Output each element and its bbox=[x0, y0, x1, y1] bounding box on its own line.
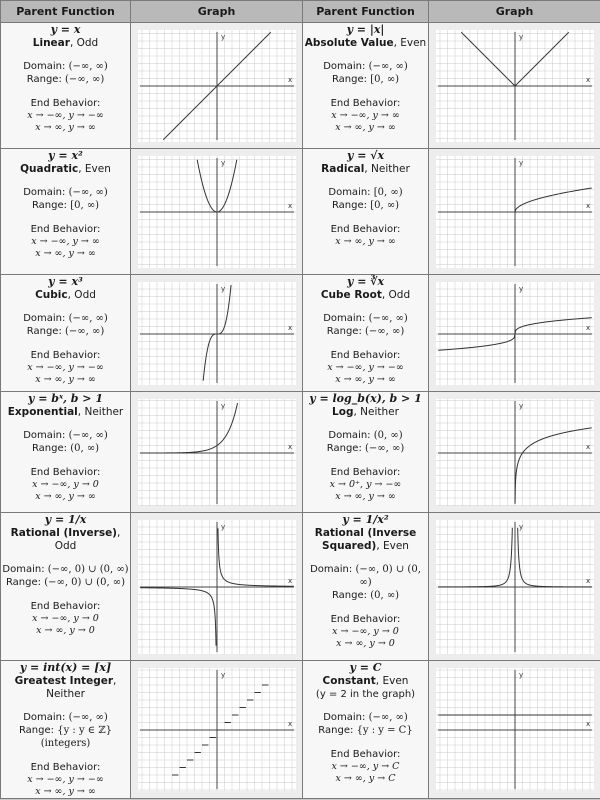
y-axis-label: y bbox=[220, 401, 225, 410]
end-behavior-left: x → −∞, y → 0 bbox=[32, 479, 99, 490]
function-name: Constant bbox=[322, 675, 376, 687]
function-row bbox=[1, 661, 600, 799]
end-behavior-label: End Behavior: bbox=[330, 350, 401, 361]
end-behavior-left: x → 0⁺, y → −∞ bbox=[329, 479, 402, 490]
range-value: (−∞, ∞) bbox=[365, 443, 405, 454]
range-value: (−∞, ∞) bbox=[365, 326, 405, 337]
function-equation: y = |x| bbox=[346, 23, 385, 36]
x-axis-label: x bbox=[585, 201, 590, 210]
graph-cell bbox=[131, 23, 303, 149]
graph-quadratic bbox=[138, 156, 296, 268]
graph-cell bbox=[429, 149, 600, 275]
range-label: Range: bbox=[18, 725, 55, 736]
graph-cell bbox=[131, 513, 303, 661]
end-behavior-label: End Behavior: bbox=[330, 467, 401, 478]
function-name: Log bbox=[332, 406, 354, 418]
domain-label: Domain: bbox=[23, 61, 66, 72]
end-behavior-left: x → −∞, y → −∞ bbox=[27, 362, 104, 373]
function-equation: y = x bbox=[50, 23, 81, 36]
function-info-cell bbox=[1, 661, 131, 799]
end-behavior-right: x → ∞, y → 0 bbox=[36, 625, 95, 636]
x-axis-label: x bbox=[585, 576, 590, 585]
graph-cell bbox=[131, 392, 303, 513]
range-label: Range: bbox=[331, 74, 368, 85]
function-equation: y = x³ bbox=[48, 275, 83, 288]
header-parent-function-2: Parent Function bbox=[303, 1, 429, 23]
graph-constant bbox=[436, 668, 594, 791]
graph-greatest bbox=[138, 668, 296, 791]
y-axis-label: y bbox=[518, 401, 523, 410]
header-parent-function-1: Parent Function bbox=[1, 1, 131, 23]
x-axis-label: x bbox=[287, 442, 292, 451]
end-behavior-label: End Behavior: bbox=[330, 749, 401, 760]
range-value: [0, ∞) bbox=[70, 200, 100, 211]
x-axis-label: x bbox=[287, 323, 292, 332]
x-axis-label: x bbox=[585, 323, 590, 332]
function-info-cell bbox=[1, 149, 131, 275]
function-note: (y = 2 in the graph) bbox=[315, 689, 416, 700]
function-equation: y = log_b(x), b > 1 bbox=[309, 392, 422, 405]
domain-value: (−∞, 0) ∪ (0, ∞) bbox=[47, 564, 129, 575]
range-label: Range: bbox=[331, 590, 368, 601]
function-parity: , Neither bbox=[46, 675, 117, 700]
end-behavior-right: x → ∞, y → ∞ bbox=[35, 786, 96, 797]
range-value: (−∞, 0) ∪ (0, ∞) bbox=[44, 577, 126, 588]
function-name: Greatest Integer bbox=[14, 675, 114, 687]
domain-value: (−∞, 0) ∪ (0, ∞) bbox=[355, 564, 421, 588]
range-value: (0, ∞) bbox=[370, 590, 400, 601]
function-equation: y = 1/x² bbox=[342, 513, 389, 526]
function-equation: y = x² bbox=[48, 149, 83, 162]
y-axis-label: y bbox=[220, 522, 225, 531]
end-behavior-label: End Behavior: bbox=[30, 350, 101, 361]
function-info-cell bbox=[303, 149, 429, 275]
domain-value: (−∞, ∞) bbox=[368, 61, 408, 72]
function-info-cell bbox=[1, 513, 131, 661]
domain-label: Domain: bbox=[323, 712, 366, 723]
y-axis-label: y bbox=[518, 522, 523, 531]
y-axis-label: y bbox=[220, 32, 225, 41]
function-name: Radical bbox=[321, 163, 365, 175]
graph-cell bbox=[131, 275, 303, 392]
function-equation: y = bˣ, b > 1 bbox=[28, 392, 103, 405]
graph-inverse bbox=[138, 520, 296, 654]
graph-cell bbox=[429, 392, 600, 513]
function-name: Exponential bbox=[7, 406, 78, 418]
end-behavior-right: x → ∞, y → ∞ bbox=[35, 374, 96, 385]
range-value: (−∞, ∞) bbox=[65, 74, 105, 85]
graph-abs bbox=[436, 30, 594, 142]
end-behavior-left: x → −∞, y → 0 bbox=[332, 626, 399, 637]
end-behavior-right: x → ∞, y → 0 bbox=[336, 638, 395, 649]
end-behavior-right: x → ∞, y → ∞ bbox=[35, 248, 96, 259]
graph-radical bbox=[436, 156, 594, 268]
end-behavior-left: x → −∞, y → ∞ bbox=[331, 110, 400, 121]
range-label: Range: bbox=[26, 326, 62, 337]
header-graph-1: Graph bbox=[131, 1, 303, 23]
function-name: Rational (Inverse Squared) bbox=[314, 527, 417, 552]
function-info-cell bbox=[1, 275, 131, 392]
end-behavior-left: x → −∞, y → C bbox=[331, 761, 400, 772]
domain-label: Domain: bbox=[23, 313, 66, 324]
domain-value: (−∞, ∞) bbox=[68, 313, 108, 324]
end-behavior-label: End Behavior: bbox=[30, 98, 101, 109]
graph-cell bbox=[429, 513, 600, 661]
function-parity: , Odd bbox=[54, 527, 121, 552]
function-parity: , Neither bbox=[364, 163, 410, 175]
domain-label: Domain: bbox=[23, 187, 66, 198]
function-parity: , Odd bbox=[381, 289, 411, 301]
domain-label: Domain: bbox=[323, 313, 366, 324]
domain-value: (0, ∞) bbox=[373, 430, 403, 441]
range-value: [0, ∞) bbox=[370, 200, 400, 211]
range-label: Range: bbox=[31, 443, 68, 454]
range-label: Range: bbox=[326, 443, 362, 454]
domain-value: (−∞, ∞) bbox=[68, 61, 108, 72]
range-label: Range: bbox=[318, 725, 354, 736]
end-behavior-label: End Behavior: bbox=[30, 224, 101, 235]
range-label: Range: bbox=[331, 200, 368, 211]
domain-label: Domain: bbox=[310, 564, 353, 575]
end-behavior-left: x → ∞, y → ∞ bbox=[335, 236, 396, 247]
domain-label: Domain: bbox=[2, 564, 45, 575]
function-equation: y = 1/x bbox=[44, 513, 87, 526]
function-name: Rational (Inverse) bbox=[10, 527, 117, 539]
function-name: Absolute Value bbox=[304, 37, 394, 49]
graph-invsquared bbox=[436, 520, 594, 654]
y-axis-label: y bbox=[518, 671, 523, 679]
y-axis-label: y bbox=[220, 671, 225, 679]
end-behavior-label: End Behavior: bbox=[30, 467, 101, 478]
function-parity: , Neither bbox=[77, 406, 124, 418]
header-graph-2: Graph bbox=[429, 1, 600, 23]
function-info-cell bbox=[303, 392, 429, 513]
domain-value: (−∞, ∞) bbox=[68, 430, 108, 441]
y-axis-label: y bbox=[518, 32, 523, 41]
graph-cell bbox=[429, 661, 600, 799]
graph-log bbox=[436, 399, 594, 506]
end-behavior-right: x → ∞, y → ∞ bbox=[335, 374, 396, 385]
y-axis-label: y bbox=[220, 158, 225, 167]
y-axis-label: y bbox=[518, 284, 523, 293]
function-parity: , Even bbox=[393, 37, 427, 49]
x-axis-label: x bbox=[287, 720, 292, 728]
end-behavior-right: x → ∞, y → ∞ bbox=[335, 122, 396, 133]
function-row bbox=[1, 513, 600, 661]
x-axis-label: x bbox=[287, 201, 292, 210]
function-name: Quadratic bbox=[20, 163, 79, 175]
domain-value: [0, ∞) bbox=[373, 187, 403, 198]
end-behavior-label: End Behavior: bbox=[330, 614, 401, 625]
x-axis-label: x bbox=[585, 720, 590, 728]
range-label: Range: bbox=[26, 74, 62, 85]
function-parity: , Odd bbox=[67, 289, 96, 301]
end-behavior-right: x → ∞, y → C bbox=[335, 773, 396, 784]
domain-label: Domain: bbox=[328, 430, 371, 441]
graph-cubic bbox=[138, 282, 296, 385]
function-info-cell bbox=[303, 275, 429, 392]
end-behavior-label: End Behavior: bbox=[30, 601, 101, 612]
function-parity: , Even bbox=[78, 163, 111, 175]
function-parity: , Even bbox=[375, 675, 409, 687]
range-label: Range: bbox=[5, 577, 42, 588]
function-equation: y = ∛x bbox=[346, 275, 385, 288]
graph-linear bbox=[138, 30, 296, 142]
end-behavior-left: x → −∞, y → −∞ bbox=[27, 774, 104, 785]
range-label: Range: bbox=[326, 326, 362, 337]
function-row bbox=[1, 392, 600, 513]
range-value: [0, ∞) bbox=[370, 74, 400, 85]
graph-cell bbox=[131, 661, 303, 799]
function-parity: , Odd bbox=[69, 37, 99, 49]
domain-value: (−∞, ∞) bbox=[368, 313, 408, 324]
domain-label: Domain: bbox=[23, 712, 66, 723]
function-equation: y = int(x) = [x] bbox=[19, 661, 112, 674]
x-axis-label: x bbox=[287, 576, 292, 585]
end-behavior-label: End Behavior: bbox=[30, 762, 101, 773]
y-axis-label: y bbox=[518, 158, 523, 167]
function-info-cell bbox=[1, 392, 131, 513]
end-behavior-right: x → ∞, y → ∞ bbox=[35, 122, 96, 133]
function-parity: , Even bbox=[376, 540, 409, 552]
end-behavior-left: x → −∞, y → −∞ bbox=[27, 110, 104, 121]
range-value: (−∞, ∞) bbox=[65, 326, 105, 337]
end-behavior-label: End Behavior: bbox=[330, 224, 401, 235]
function-row bbox=[1, 149, 600, 275]
function-name: Cube Root bbox=[320, 289, 382, 301]
function-row bbox=[1, 23, 600, 149]
x-axis-label: x bbox=[585, 442, 590, 451]
end-behavior-left: x → −∞, y → ∞ bbox=[31, 236, 100, 247]
range-value: {y : y ∈ ℤ} (integers) bbox=[40, 725, 113, 749]
end-behavior-right: x → ∞, y → ∞ bbox=[335, 491, 396, 502]
domain-label: Domain: bbox=[23, 430, 66, 441]
graph-exponential bbox=[138, 399, 296, 506]
function-info-cell bbox=[303, 23, 429, 149]
domain-label: Domain: bbox=[323, 61, 366, 72]
domain-value: (−∞, ∞) bbox=[68, 187, 108, 198]
graph-cell bbox=[429, 23, 600, 149]
x-axis-label: x bbox=[287, 75, 292, 84]
function-info-cell bbox=[303, 513, 429, 661]
domain-label: Domain: bbox=[328, 187, 371, 198]
range-value: {y : y = C} bbox=[356, 725, 413, 736]
function-name: Linear bbox=[32, 37, 70, 49]
function-info-cell bbox=[303, 661, 429, 799]
end-behavior-right: x → ∞, y → ∞ bbox=[35, 491, 96, 502]
function-equation: y = C bbox=[349, 661, 382, 674]
domain-value: (−∞, ∞) bbox=[368, 712, 408, 723]
domain-value: (−∞, ∞) bbox=[68, 712, 108, 723]
function-equation: y = √x bbox=[346, 149, 385, 162]
end-behavior-left: x → −∞, y → −∞ bbox=[327, 362, 404, 373]
header-row bbox=[1, 1, 600, 23]
graph-cuberoot bbox=[436, 282, 594, 385]
range-label: Range: bbox=[31, 200, 68, 211]
end-behavior-label: End Behavior: bbox=[330, 98, 401, 109]
function-row bbox=[1, 275, 600, 392]
graph-cell bbox=[429, 275, 600, 392]
y-axis-label: y bbox=[220, 284, 225, 293]
range-value: (0, ∞) bbox=[70, 443, 100, 454]
x-axis-label: x bbox=[585, 75, 590, 84]
function-info-cell bbox=[1, 23, 131, 149]
end-behavior-left: x → −∞, y → 0 bbox=[32, 613, 99, 624]
graph-cell bbox=[131, 149, 303, 275]
function-name: Cubic bbox=[35, 289, 68, 301]
function-parity: , Neither bbox=[353, 406, 399, 418]
